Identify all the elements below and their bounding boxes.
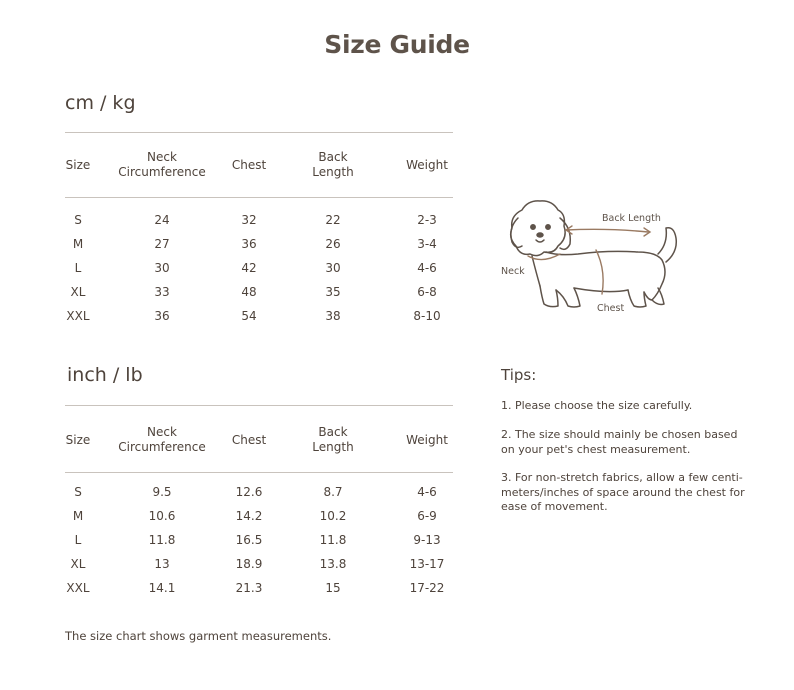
cell-back: 35 <box>325 284 341 299</box>
footnote: The size chart shows garment measurements. <box>65 629 332 643</box>
cell-size: XL <box>70 556 86 571</box>
table-row <box>55 280 463 304</box>
imperial-top-divider <box>65 405 453 406</box>
cell-weight: 3-4 <box>417 236 437 251</box>
header-chest: Chest <box>231 432 267 447</box>
cell-back: 22 <box>325 212 341 227</box>
cell-neck: 10.6 <box>148 508 176 523</box>
header-neck <box>101 150 223 180</box>
cell-neck: 24 <box>154 212 170 227</box>
cell-back: 30 <box>325 260 341 275</box>
header-back-label: Back Length <box>312 150 354 179</box>
cell-weight: 4-6 <box>417 260 437 275</box>
cell-size: M <box>72 508 84 523</box>
cell-neck: 36 <box>154 308 170 323</box>
table-row <box>55 480 463 504</box>
cell-weight: 9-13 <box>413 532 441 547</box>
table-row <box>55 304 463 328</box>
imperial-heading: inch / lb <box>67 364 143 386</box>
cell-size: S <box>74 212 82 227</box>
back-length-label: Back Length <box>602 213 661 224</box>
header-size: Size <box>65 157 91 172</box>
cell-weight: 2-3 <box>417 212 437 227</box>
cell-neck: 14.1 <box>148 580 176 595</box>
cell-size: S <box>74 484 82 499</box>
cell-chest: 42 <box>241 260 257 275</box>
cell-weight: 6-8 <box>417 284 437 299</box>
cell-back: 38 <box>325 308 341 323</box>
header-neck-label: Neck Circumference <box>118 150 206 179</box>
chest-label: Chest <box>597 303 625 314</box>
cell-chest: 21.3 <box>235 580 263 595</box>
cell-size: XXL <box>66 580 90 595</box>
table-row <box>55 208 463 232</box>
table-row <box>55 232 463 256</box>
dog-measurement-diagram <box>498 194 688 318</box>
header-back <box>275 425 391 455</box>
cell-neck: 30 <box>154 260 170 275</box>
cell-weight: 6-9 <box>417 508 437 523</box>
table-row <box>55 528 463 552</box>
table-row <box>55 504 463 528</box>
tip-item: 2. The size should mainly be chosen based on your pet's chest measurement. <box>501 428 738 456</box>
imperial-size-rows <box>55 480 463 600</box>
metric-size-rows <box>55 208 463 328</box>
cell-back: 26 <box>325 236 341 251</box>
tip-item: 1. Please choose the size carefully. <box>501 399 693 412</box>
header-neck <box>101 425 223 455</box>
cell-weight: 13-17 <box>409 556 445 571</box>
cell-back: 15 <box>325 580 341 595</box>
metric-top-divider <box>65 132 453 133</box>
cell-back: 11.8 <box>319 532 347 547</box>
header-neck-label: Neck Circumference <box>118 425 206 454</box>
cell-back: 8.7 <box>323 484 343 499</box>
page-title: Size Guide <box>324 30 470 59</box>
header-size: Size <box>65 432 91 447</box>
cell-chest: 12.6 <box>235 484 263 499</box>
cell-chest: 14.2 <box>235 508 263 523</box>
header-back <box>275 150 391 180</box>
cell-neck: 33 <box>154 284 170 299</box>
cell-weight: 4-6 <box>417 484 437 499</box>
metric-heading: cm / kg <box>65 92 136 114</box>
tips-title: Tips: <box>501 366 537 384</box>
cell-back: 10.2 <box>319 508 347 523</box>
header-back-label: Back Length <box>312 425 354 454</box>
cell-neck: 11.8 <box>148 532 176 547</box>
header-weight: Weight <box>406 157 448 172</box>
cell-back: 13.8 <box>319 556 347 571</box>
cell-chest: 18.9 <box>235 556 263 571</box>
header-chest: Chest <box>231 157 267 172</box>
cell-size: L <box>74 532 82 547</box>
table-row <box>55 552 463 576</box>
metric-header-divider <box>65 197 453 198</box>
imperial-size-table <box>55 425 463 455</box>
cell-chest: 32 <box>241 212 257 227</box>
table-row <box>55 576 463 600</box>
cell-size: L <box>74 260 82 275</box>
cell-neck: 27 <box>154 236 170 251</box>
imperial-header-divider <box>65 472 453 473</box>
cell-size: M <box>72 236 84 251</box>
cell-size: XXL <box>66 308 90 323</box>
cell-chest: 16.5 <box>235 532 263 547</box>
header-weight: Weight <box>406 432 448 447</box>
cell-chest: 48 <box>241 284 257 299</box>
cell-weight: 17-22 <box>409 580 445 595</box>
table-row <box>55 256 463 280</box>
cell-weight: 8-10 <box>413 308 441 323</box>
tip-item: 3. For non-stretch fabrics, allow a few centi-meters/inches of space around the chest for ease of movement. <box>501 471 745 513</box>
cell-chest: 54 <box>241 308 257 323</box>
cell-size: XL <box>70 284 86 299</box>
cell-neck: 9.5 <box>152 484 172 499</box>
neck-label: Neck <box>501 266 525 277</box>
chest-measure-line <box>596 250 603 294</box>
cell-chest: 36 <box>241 236 257 251</box>
metric-size-table <box>55 150 463 180</box>
cell-neck: 13 <box>154 556 170 571</box>
back-length-measure-line <box>566 229 648 232</box>
